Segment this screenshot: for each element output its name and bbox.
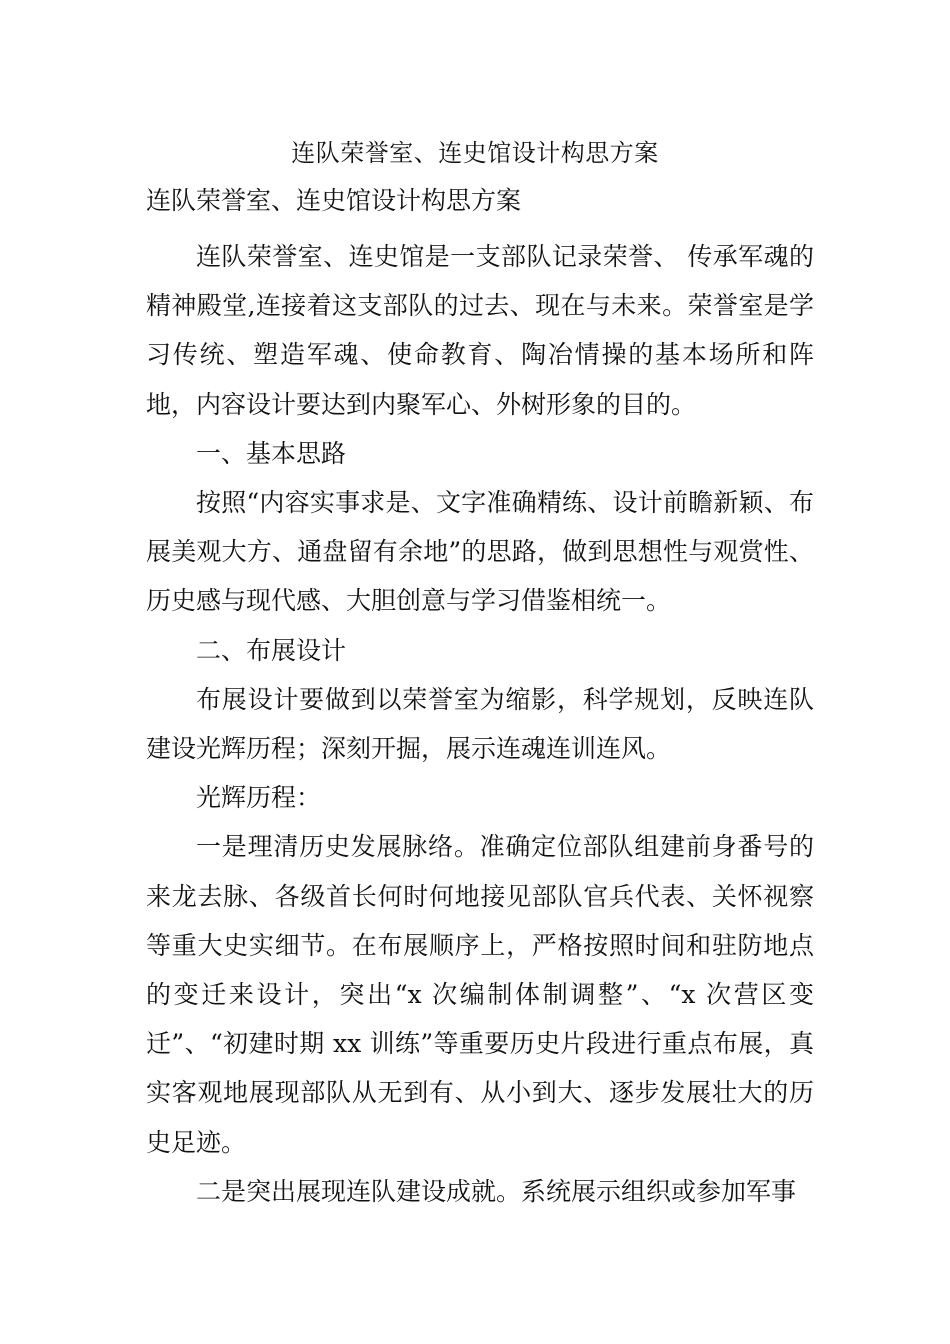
paragraph-layout: 布展设计要做到以荣誉室为缩影，科学规划，反映连队建设光辉历程；深刻开掘，展示连魂连训连风。 — [146, 684, 814, 764]
paragraph-history-1: 一是理清历史发展脉络。准确定位部队组建前身番号的来龙去脉、各级首长何时何地接见部队官兵代表、关怀视察等重大史实细节。在布展顺序上，严格按照时间和驻防地点的变迁来设计，突出“x 次编制体制调整”、“x 次营区变迁”、“初建时期 xx 训练”等重要历史片段进行重点布展，真实客观地展现部队从无到有、从小到大、逐步发展壮大的历史足迹。 — [146, 832, 814, 1157]
paragraph-approach: 按照“内容实事求是、文字准确精练、设计前瞻新颖、布展美观大方、通盘留有余地”的思路，做到思想性与观赏性、历史感与现代感、大胆创意与学习借鉴相统一。 — [146, 488, 814, 616]
paragraph-intro: 连队荣誉室、连史馆是一支部队记录荣誉、 传承军魂的精神殿堂,连接着这支部队的过去、现在与未来。荣誉室是学习传统、塑造军魂、使命教育、陶冶情操的基本场所和阵地，内容设计要达到内聚军心、外树形象的目的。 — [146, 242, 814, 419]
section-heading-layout-design: 二、布展设计 — [196, 635, 347, 665]
section-heading-basic-approach: 一、基本思路 — [196, 438, 347, 468]
paragraph-history-2: 二是突出展现连队建设成就。系统展示组织或参加军事 — [196, 1176, 797, 1206]
document-body — [146, 232, 814, 1216]
document-subtitle: 连队荣誉室、连史馆设计构思方案 — [146, 186, 522, 215]
subheading-glorious-history: 光辉历程： — [196, 783, 322, 813]
page-title: 连队荣誉室、连史馆设计构思方案 — [291, 139, 659, 167]
